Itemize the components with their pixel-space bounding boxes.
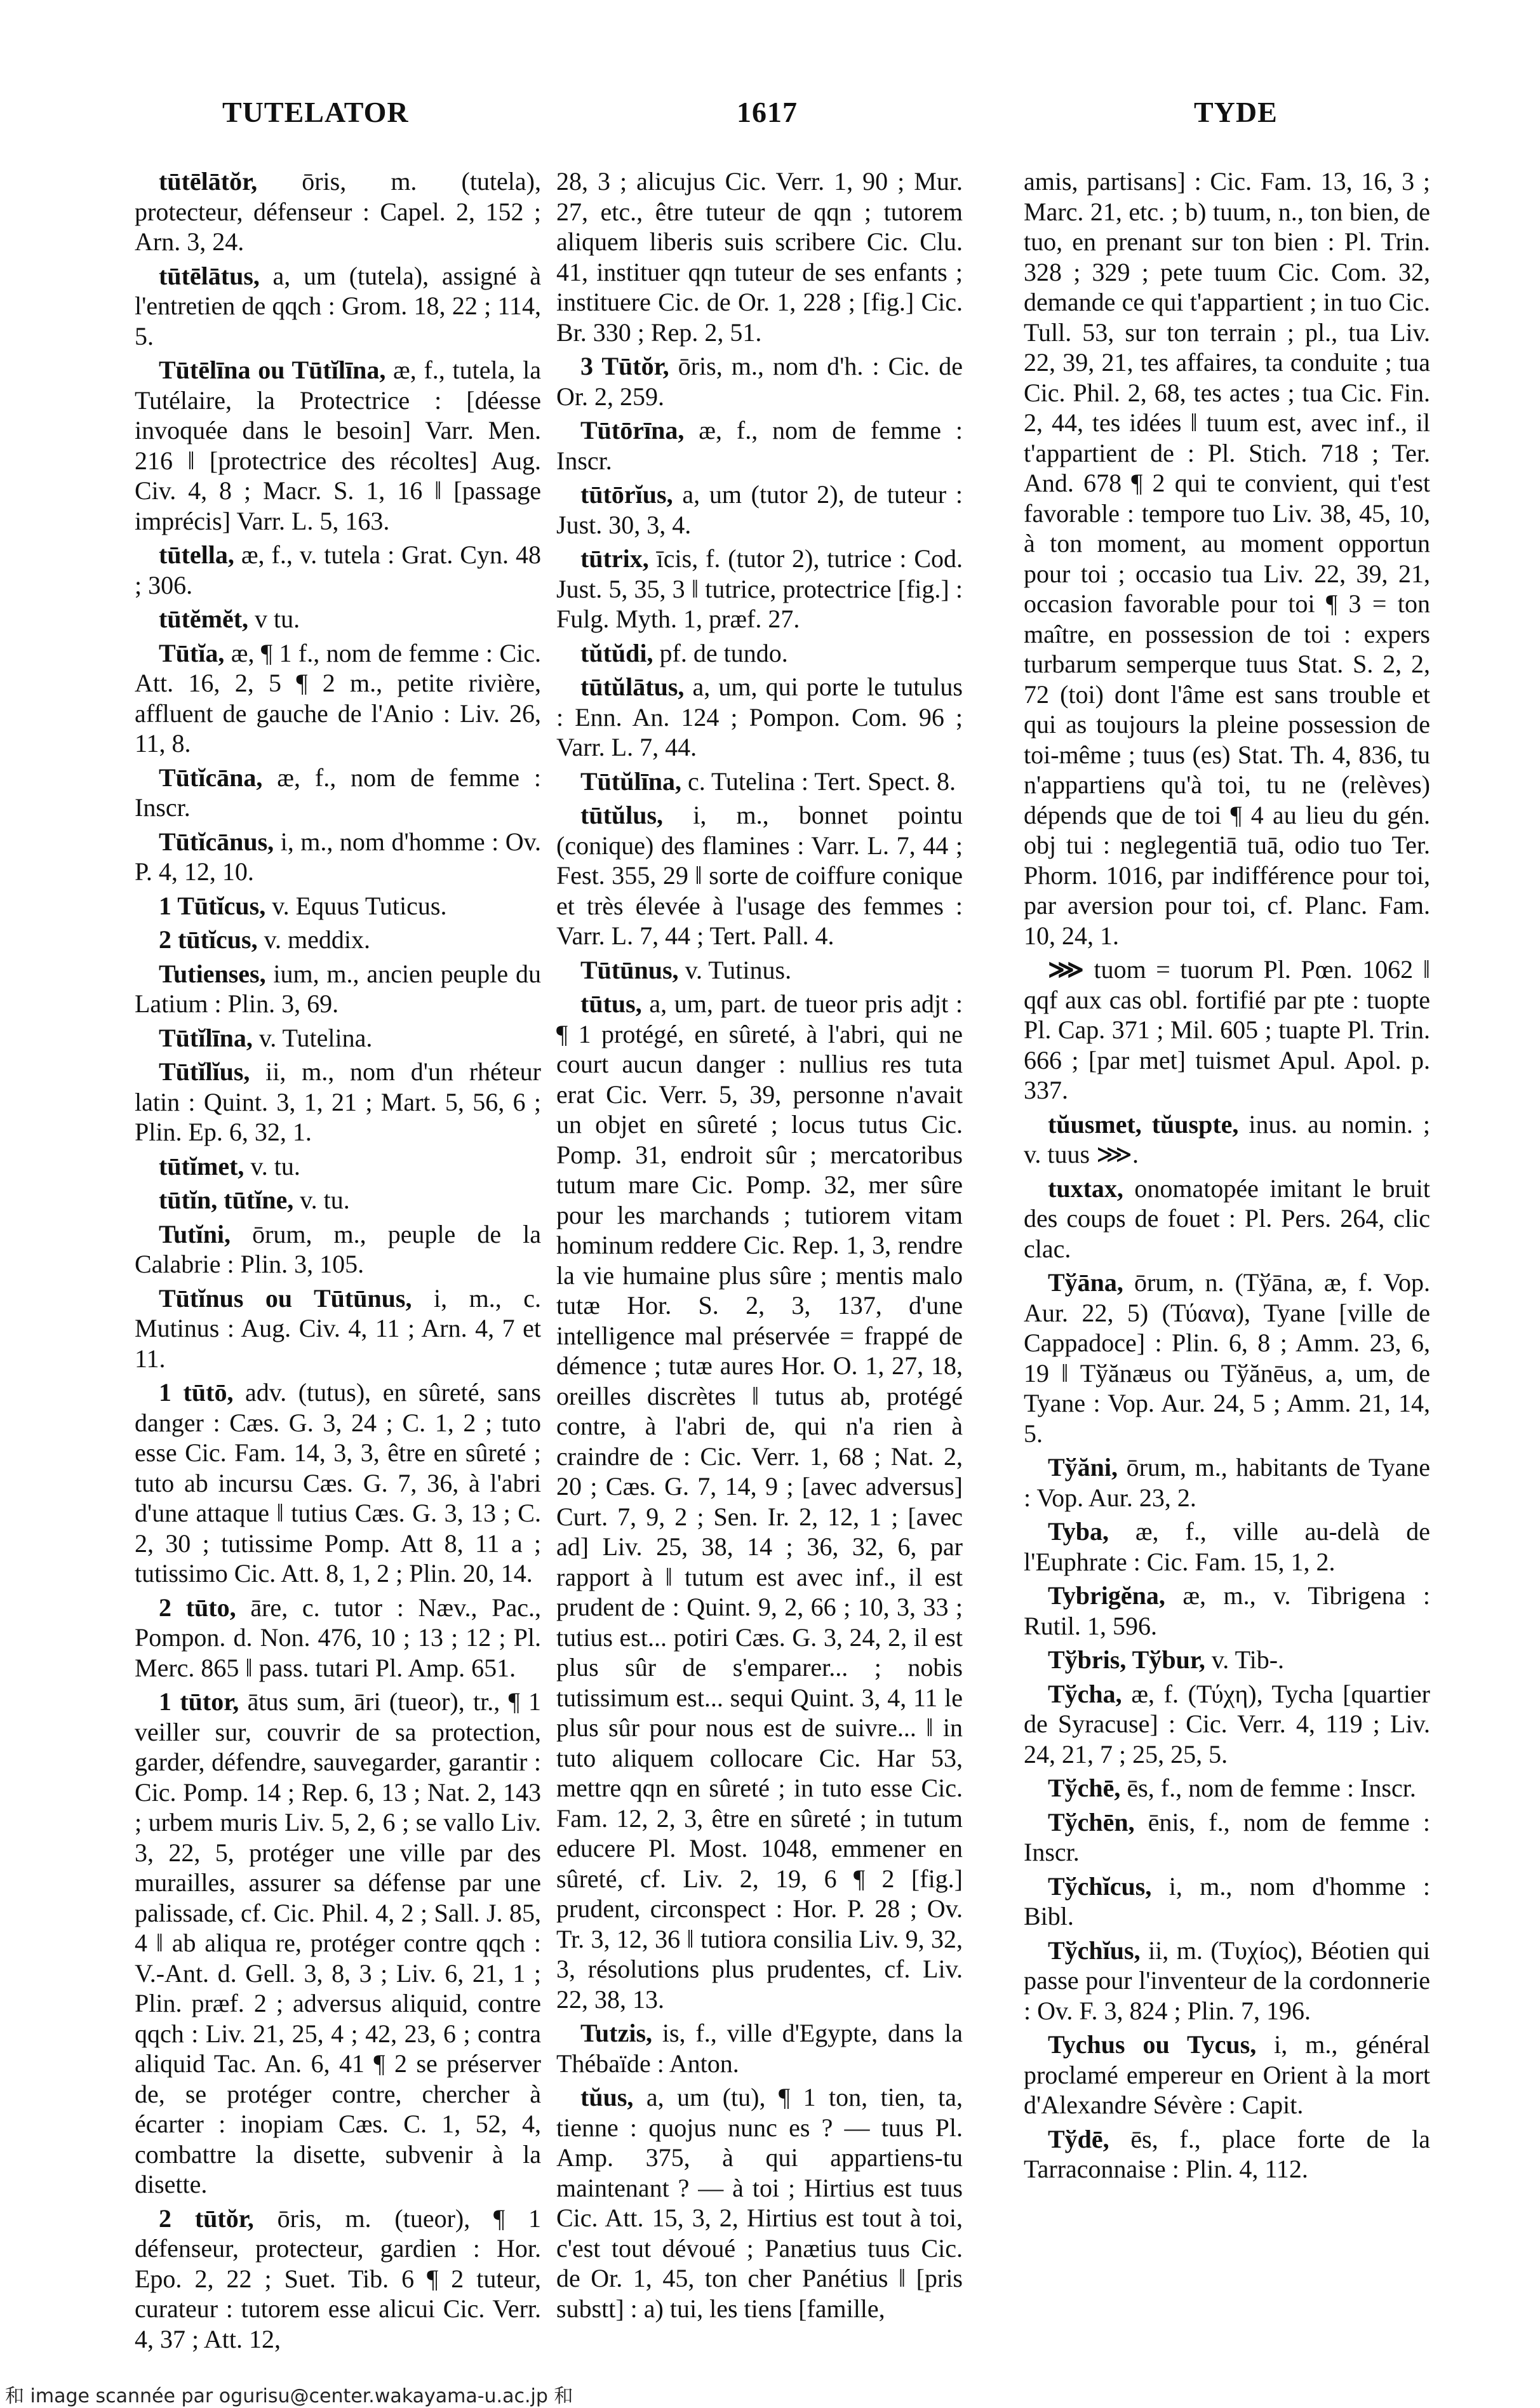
headword: 1 Tūtĭcus, (159, 891, 266, 920)
headword: ⋙ (1048, 955, 1084, 984)
dictionary-entry (1024, 1871, 1430, 1932)
headword: Tўchē, (1048, 1774, 1121, 1802)
dictionary-entry (135, 1687, 541, 2200)
entry-definition: æ, f., nom de femme : Inscr. (556, 416, 963, 475)
dictionary-entry (135, 925, 541, 955)
entry-continuation (1024, 166, 1430, 951)
entry-definition: inus. au nomin. ; v. tuus ⋙. (1024, 1109, 1430, 1168)
entry-continuation (556, 166, 963, 347)
headword: Tўbris, Tўbur, (1048, 1645, 1205, 1674)
dictionary-entry (135, 1185, 541, 1215)
dictionary-entry (135, 1283, 541, 1374)
entry-definition: æ, f., v. tutela : Grat. Cyn. 48 ; 306. (135, 540, 541, 599)
entry-definition: ii, m., nom d'un rhéteur latin : Quint. 3, 1, 21 ; Mart. 5, 56, 6 ; Plin. Ep. 6, 32, 1. (135, 1057, 541, 1146)
dictionary-entry (135, 827, 541, 887)
entry-definition: i, m., nom d'homme : Bibl. (1024, 1871, 1430, 1930)
dictionary-entry (1024, 2124, 1430, 2184)
running-head-left: TUTELATOR (222, 96, 409, 128)
entry-definition: i, m., c. Mutinus : Aug. Civ. 4, 11 ; Arn. 4, 7 et 11. (135, 1283, 541, 1373)
entry-definition: æ, f., tutela, la Tutélaire, la Protectrice : [déesse invoquée dans le besoin] Varr. Men. 216 ‖ [protectrice des récoltes] Aug. Civ. 4, 8 ; Macr. S. 1, 16 ‖ [passage imprécis] Varr. L. 5, 163. (135, 356, 541, 535)
entry-definition: ōris, m. (tueor), ¶ 1 défenseur, protecteur, gardien : Hor. Epo. 2, 22 ; Suet. Tib. 6 ¶ 2 tuteur, curateur : tutorem esse alicui Cic. Verr. 4, 37 ; Att. 12, (135, 2204, 541, 2353)
dictionary-entry (556, 2082, 963, 2324)
headword: Tūtēlīna ou Tūtĭlīna, (159, 356, 386, 384)
dictionary-entry (135, 1377, 541, 1589)
dictionary-entry (135, 959, 541, 1019)
headword: Tutzis, (580, 2019, 653, 2047)
headword: Tўāna, (1048, 1268, 1123, 1297)
entry-definition: c. Tutelina : Tert. Spect. 8. (681, 766, 956, 796)
headword: Tўcha, (1048, 1679, 1122, 1708)
headword: Tўchĭcus, (1048, 1871, 1152, 1901)
headword: Tūtŭlīna, (580, 766, 681, 796)
entry-definition: ōris, m., nom d'h. : Cic. de Or. 2, 259. (556, 352, 963, 411)
entry-definition: adv. (tutus), en sûreté, sans danger : Cæs. G. 3, 24 ; C. 1, 2 ; tuto esse Cic. Fam. 14, 3, 3, être en sûreté ; tuto ab incursu Cæs. G. 7, 36, à l'abri d'une attaque ‖ tutius Cæs. G. 3, 13 ; C. 2, 30 ; tutissime Pomp. Att 8, 11 a ; tutissimo Cic. Att. 8, 1, 2 ; Plin. 20, 14. (135, 1378, 541, 1588)
scan-credit-footer: 和 image scannée par ogurisu@center.wakayama-u.ac.jp 和 (5, 2385, 573, 2407)
entry-definition: ii, m. (Τυχίος), Béotien qui passe pour l'inventeur de la cordonnerie : Ov. F. 3, 824 ; Plin. 7, 196. (1024, 1936, 1430, 2025)
entry-definition: i, m., général proclamé empereur en Orient à la mort d'Alexandre Sévère : Capit. (1024, 2030, 1431, 2119)
entry-definition: ēnis, f., nom de femme : Inscr. (1024, 1807, 1430, 1866)
entry-definition: v tu. (248, 605, 300, 633)
dictionary-entry (135, 1593, 541, 1683)
page-number: 1617 (737, 96, 798, 128)
dictionary-entry (1024, 1268, 1430, 1448)
entry-definition: āre, c. tutor : Næv., Pac., Pompon. d. Non. 476, 10 ; 13 ; 12 ; Pl. Merc. 865 ‖ pass. tutari Pl. Amp. 651. (135, 1593, 541, 1682)
dictionary-entry (1024, 1174, 1430, 1264)
headword: Tūtĭa, (159, 638, 225, 667)
headword: Tўăni, (1048, 1453, 1118, 1482)
headword: 2 tūtŏr, (159, 2204, 254, 2233)
entry-definition: a, um (tu), ¶ 1 ton, tien, ta, tienne : quojus nunc es ? — tuus Pl. Amp. 375, à qui appartiens-tu maintenant ? — à toi ; Hirtius est tuus Cic. Att. 15, 3, 2, Hirtius est tout à toi, c'est tout dévoué ; Panætius tuus Cic. de Or. 1, 45, ton cher Panétius ‖ [pris substt] : a) tui, les tiens [famille, (556, 2083, 963, 2323)
dictionary-entry (556, 800, 963, 951)
dictionary-entry (1024, 1645, 1430, 1675)
dictionary-entry (556, 955, 963, 986)
entry-definition: ātus sum, āri (tueor), tr., ¶ 1 veiller sur, couvrir de sa protection, garder, défendre, sauvegarder, garantir : Cic. Pomp. 14 ; Rep. 6, 13 ; Nat. 2, 143 ; urbem muris Liv. 5, 2, 6 ; se vallo Liv. 3, 22, 5, protéger une ville par des murailles, assurer sa défense par une palissade, cf. Cic. Phil. 4, 2 ; Sall. J. 85, 4 ‖ ab aliqua re, protéger contre qqch : V.-Ant. d. Gell. 3, 8, 3 ; Liv. 6, 21, 1 ; Plin. præf. 2 ; adversus aliquid, contre qqch : Liv. 21, 25, 4 ; 42, 23, 6 ; contra aliquid Tac. An. 6, 41 ¶ 2 se préserver de, se protéger contre, chercher à écarter : inopiam Cæs. C. 1, 52, 4, combattre la disette, subvenir à la disette. (135, 1687, 542, 2198)
dictionary-entry (556, 766, 963, 797)
headword: Tychus ou Tycus, (1048, 2030, 1257, 2059)
headword: tūtĭmet, (159, 1151, 244, 1181)
entry-definition: i, m., bonnet pointu (conique) des flamines : Varr. L. 7, 44 ; Fest. 355, 29 ‖ sorte de coiffure conique et très élevée à l'usage des femmes : Varr. L. 7, 44 ; Tert. Pall. 4. (556, 801, 963, 950)
dictionary-entry (1024, 2030, 1430, 2120)
headword: Tūtĭnus ou Tūtūnus, (159, 1283, 412, 1313)
headword: tūtĭn, tūtĭne, (159, 1186, 294, 1214)
headword: Tutĭni, (159, 1219, 231, 1248)
headword: Tūtĭcāna, (159, 763, 263, 792)
column-2 (556, 166, 963, 2327)
dictionary-entry (135, 604, 541, 634)
headword: Tybrigĕna, (1048, 1581, 1165, 1610)
headword: tūtŭlātus, (580, 672, 685, 701)
headword: tuxtax, (1048, 1174, 1123, 1203)
entry-definition: 28, 3 ; alicujus Cic. Verr. 1, 90 ; Mur. 27, etc., être tuteur de qqn ; tutorem aliquem liberis suis scribere Cic. Clu. 41, instituer qqn tuteur de ses enfants ; instituere Cic. de Or. 1, 228 ; [fig.] Cic. Br. 330 ; Rep. 2, 51. (556, 167, 963, 347)
entry-definition: i, m., nom d'homme : Ov. P. 4, 12, 10. (135, 827, 541, 886)
headword: Tўchēn, (1048, 1807, 1135, 1836)
headword: tūtus, (580, 989, 642, 1018)
entry-definition: v. Tib-. (1205, 1645, 1285, 1674)
headword: 3 Tūtŏr, (580, 352, 669, 380)
headword: Tūtĭcānus, (159, 827, 274, 856)
column-1 (135, 166, 541, 2358)
dictionary-entry (135, 1057, 541, 1147)
headword: Tutienses, (159, 959, 266, 988)
entry-definition: ōrum, m., habitants de Tyane : Vop. Aur. 23, 2. (1024, 1453, 1430, 1512)
dictionary-entry (135, 891, 541, 921)
dictionary-entry (1024, 1773, 1430, 1803)
dictionary-entry (556, 672, 963, 763)
headword: 1 tūtō, (159, 1378, 234, 1407)
running-head-right: TYDE (1194, 96, 1278, 128)
headword: tŭusmet, tŭuspte, (1048, 1109, 1239, 1139)
dictionary-entry (135, 261, 541, 352)
headword: tūtella, (159, 540, 234, 569)
headword: tūtōrĭus, (580, 480, 673, 509)
entry-definition: ēs, f., nom de femme : Inscr. (1120, 1774, 1416, 1802)
headword: Tyba, (1048, 1517, 1109, 1546)
dictionary-entry (556, 415, 963, 476)
entry-definition: onomatopée imitant le bruit des coups de fouet : Pl. Pers. 264, clic clac. (1024, 1174, 1430, 1263)
dictionary-entry (1024, 1109, 1430, 1170)
headword: tūtēlātus, (159, 261, 260, 290)
entry-definition: īcis, f. (tutor 2), tutrice : Cod. Just. 5, 35, 3 ‖ tutrice, protectrice [fig.] : Fulg. Myth. 1, præf. 27. (556, 544, 963, 633)
entry-definition: v. Tutelina. (252, 1023, 373, 1052)
entry-definition: a, um, qui porte le tutulus : Enn. An. 124 ; Pompon. Com. 96 ; Varr. L. 7, 44. (556, 672, 963, 761)
dictionary-entry (1024, 1679, 1430, 1770)
entry-definition: pf. de tundo. (653, 638, 788, 667)
headword: 1 tūtor, (159, 1687, 239, 1716)
headword: Tўdē, (1048, 2124, 1109, 2153)
column-3 (1024, 166, 1430, 2188)
entry-definition: ium, m., ancien peuple du Latium : Plin. 3, 69. (135, 959, 541, 1018)
dictionary-entry (135, 166, 541, 257)
entry-definition: amis, partisans] : Cic. Fam. 13, 16, 3 ; Marc. 21, etc. ; b) tuum, n., ton bien, de tuo, en prenant sur ton bien : Pl. Trin. 328 ; 329 ; pete tuum Cic. Com. 32, demande ce qui t'appartient ; in tuo Cic. Tull. 53, sur ton terrain ; pl., tua Liv. 22, 39, 21, tes affaires, ta conduite ; tua Cic. Phil. 2, 68, tes actes ; tua Cic. Fin. 2, 44, tes idées ‖ tuum est, avec inf., il t'appartient de : Pl. Stich. 718 ; Ter. And. 678 ¶ 2 qui te convient, qui t'est favorable : tempore tuo Liv. 38, 45, 10, à ton moment, au moment opportun pour toi ; occasio tua Liv. 22, 39, 21, occasion favorable pour toi ¶ 3 = ton maître, en possession de toi : expers turbarum semperque tuus Stat. S. 2, 2, 72 (toi) dont l'âme est sans trouble et qui as toujours la pleine possession de toi-même ; tuus (es) Stat. Th. 4, 836, tu n'appartiens qu'à toi, tu ne (relèves) dépends que de toi ¶ 4 au lieu du gén. obj tui : neglegentiā tuā, odio tuo Ter. Phorm. 1016, par indifférence pour toi, par aversion pour toi, cf. Planc. Fam. 10, 24, 1. (1024, 167, 1430, 950)
entry-definition: v. Tutinus. (678, 955, 792, 984)
entry-definition: v. tu. (244, 1151, 300, 1181)
headword: 2 tūto, (159, 1593, 236, 1622)
entry-definition: a, um, part. de tueor pris adjt : ¶ 1 protégé, en sûreté, à l'abri, qui ne court aucun danger : nullius res tuta erat Cic. Verr. 5, 39, personne n'avait un objet en sûreté ; locus tutus Cic. Pomp. 31, endroit sûr ; mercatoribus tutum mare Cic. Pomp. 32, mer sûre pour les marchands ; tutiorem vitam hominum reddere Cic. Rep. 1, 3, rendre la vie humaine plus sûre ; mentis malo tutæ Hor. S. 2, 3, 137, d'une intelligence mal préservée = frappé de démence ; tutæ aures Hor. O. 1, 27, 18, oreilles discrètes ‖ tutus ab, protégé contre, à l'abri de, qui n'a rien à craindre de : Cic. Verr. 1, 68 ; Nat. 2, 20 ; Cæs. G. 7, 14, 9 ; [avec adversus] Curt. 7, 9, 2 ; Sen. Ir. 2, 12, 1 ; [avec ad] Liv. 25, 38, 14 ; 36, 32, 6, par rapport à ‖ tutum est avec inf., il est prudent de : Quint. 9, 2, 66 ; 10, 3, 33 ; tutius est... potiri Cæs. G. 3, 24, 2, il est plus sûr de s'emparer... ; nobis tutissimum est... sequi Quint. 3, 4, 11 le plus sûr pour nous est de suivre... ‖ in tuto aliquem collocare Cic. Har 53, mettre qqn en sûreté ; in tuto esse Cic. Fam. 12, 2, 3, être en sûreté ; in tutum educere Pl. Most. 1048, emmener en sûreté, cf. Liv. 2, 19, 6 ¶ 2 [fig.] prudent, circonspect : Hor. P. 28 ; Ov. Tr. 3, 12, 36 ‖ tutiora consilia Liv. 9, 32, 3, résolutions plus prudentes, cf. Liv. 22, 38, 13. (556, 989, 963, 2014)
entry-definition: æ, m., v. Tibrigena : Rutil. 1, 596. (1024, 1581, 1430, 1640)
entry-definition: a, um (tutor 2), de tuteur : Just. 30, 3, 4. (556, 480, 963, 539)
entry-definition: ōrum, n. (Tўāna, æ, f. Vop. Aur. 22, 5) (Τύανα), Tyane [ville de Cappadoce] : Plin. 6, 8 ; Amm. 23, 6, 19 ‖ Tўănæus ou Tўănēus, a, um, de Tyane : Vop. Aur. 24, 5 ; Amm. 21, 14, 5. (1024, 1268, 1430, 1448)
entry-definition: ēs, f., place forte de la Tarraconnaise : Plin. 4, 112. (1024, 2124, 1430, 2183)
dictionary-entry (135, 2204, 541, 2355)
headword: tūtŭlus, (580, 801, 664, 829)
dictionary-entry (135, 355, 541, 536)
headword: tūtrix, (580, 544, 649, 573)
dictionary-entry (556, 638, 963, 669)
dictionary-entry (1024, 954, 1430, 1106)
dictionary-entry (135, 1023, 541, 1054)
dictionary-entry (556, 479, 963, 540)
dictionary-entry (135, 1219, 541, 1280)
entry-definition: æ, f., nom de femme : Inscr. (135, 763, 541, 822)
dictionary-entry (1024, 1581, 1430, 1641)
dictionary-entry (135, 1151, 541, 1182)
dictionary-entry (135, 540, 541, 600)
entry-definition: æ, f. (Τύχη), Tycha [quartier de Syracuse] : Cic. Verr. 4, 119 ; Liv. 24, 21, 7 ; 25, 25, 5. (1024, 1679, 1430, 1769)
headword: Tūtōrīna, (580, 416, 685, 445)
entry-definition: v. tu. (293, 1186, 350, 1214)
headword: tūtēlātŏr, (159, 167, 258, 196)
headword: 2 tūtĭcus, (159, 925, 258, 954)
entry-definition: v. Equus Tuticus. (265, 891, 447, 920)
headword: Tūtūnus, (580, 955, 679, 984)
headword: tŭus, (580, 2083, 634, 2111)
dictionary-entry (556, 2018, 963, 2078)
headword: tŭtŭdi, (580, 638, 653, 667)
headword: tūtĕmĕt, (159, 605, 249, 633)
entry-definition: æ, ¶ 1 f., nom de femme : Cic. Att. 16, 2, 5 ¶ 2 m., petite rivière, affluent de gauche de l'Anio : Liv. 26, 11, 8. (135, 638, 541, 758)
dictionary-entry (556, 544, 963, 634)
headword: Tūtĭlĭus, (159, 1057, 250, 1086)
dictionary-entry (1024, 1936, 1430, 2026)
dictionary-entry (556, 989, 963, 2014)
dictionary-entry (135, 638, 541, 759)
headword: Tўchĭus, (1048, 1936, 1141, 1965)
dictionary-entry (556, 351, 963, 411)
entry-definition: ōris, m. (tutela), protecteur, défenseur : Capel. 2, 152 ; Arn. 3, 24. (135, 167, 541, 256)
entry-definition: tuom = tuorum Pl. Pœn. 1062 ‖ qqf aux cas obl. fortifié par pte : tuopte Pl. Cap. 371 ; Mil. 605 ; tuapte Pl. Trin. 666 ; [par met] tuismet Apul. Apol. p. 337. (1024, 955, 1430, 1104)
dictionary-entry (1024, 1807, 1430, 1868)
dictionary-entry (135, 763, 541, 823)
entry-definition: is, f., ville d'Egypte, dans la Thébaïde : Anton. (556, 2019, 963, 2078)
entry-definition: ōrum, m., peuple de la Calabrie : Plin. 3, 105. (135, 1219, 541, 1278)
entry-definition: æ, f., ville au-delà de l'Euphrate : Cic. Fam. 15, 1, 2. (1024, 1517, 1430, 1576)
headword: Tūtĭlīna, (159, 1023, 253, 1052)
dictionary-entry (1024, 1516, 1430, 1577)
entry-definition: a, um (tutela), assigné à l'entretien de qqch : Grom. 18, 22 ; 114, 5. (135, 261, 541, 351)
entry-definition: v. meddix. (257, 925, 370, 954)
dictionary-entry (1024, 1452, 1430, 1513)
